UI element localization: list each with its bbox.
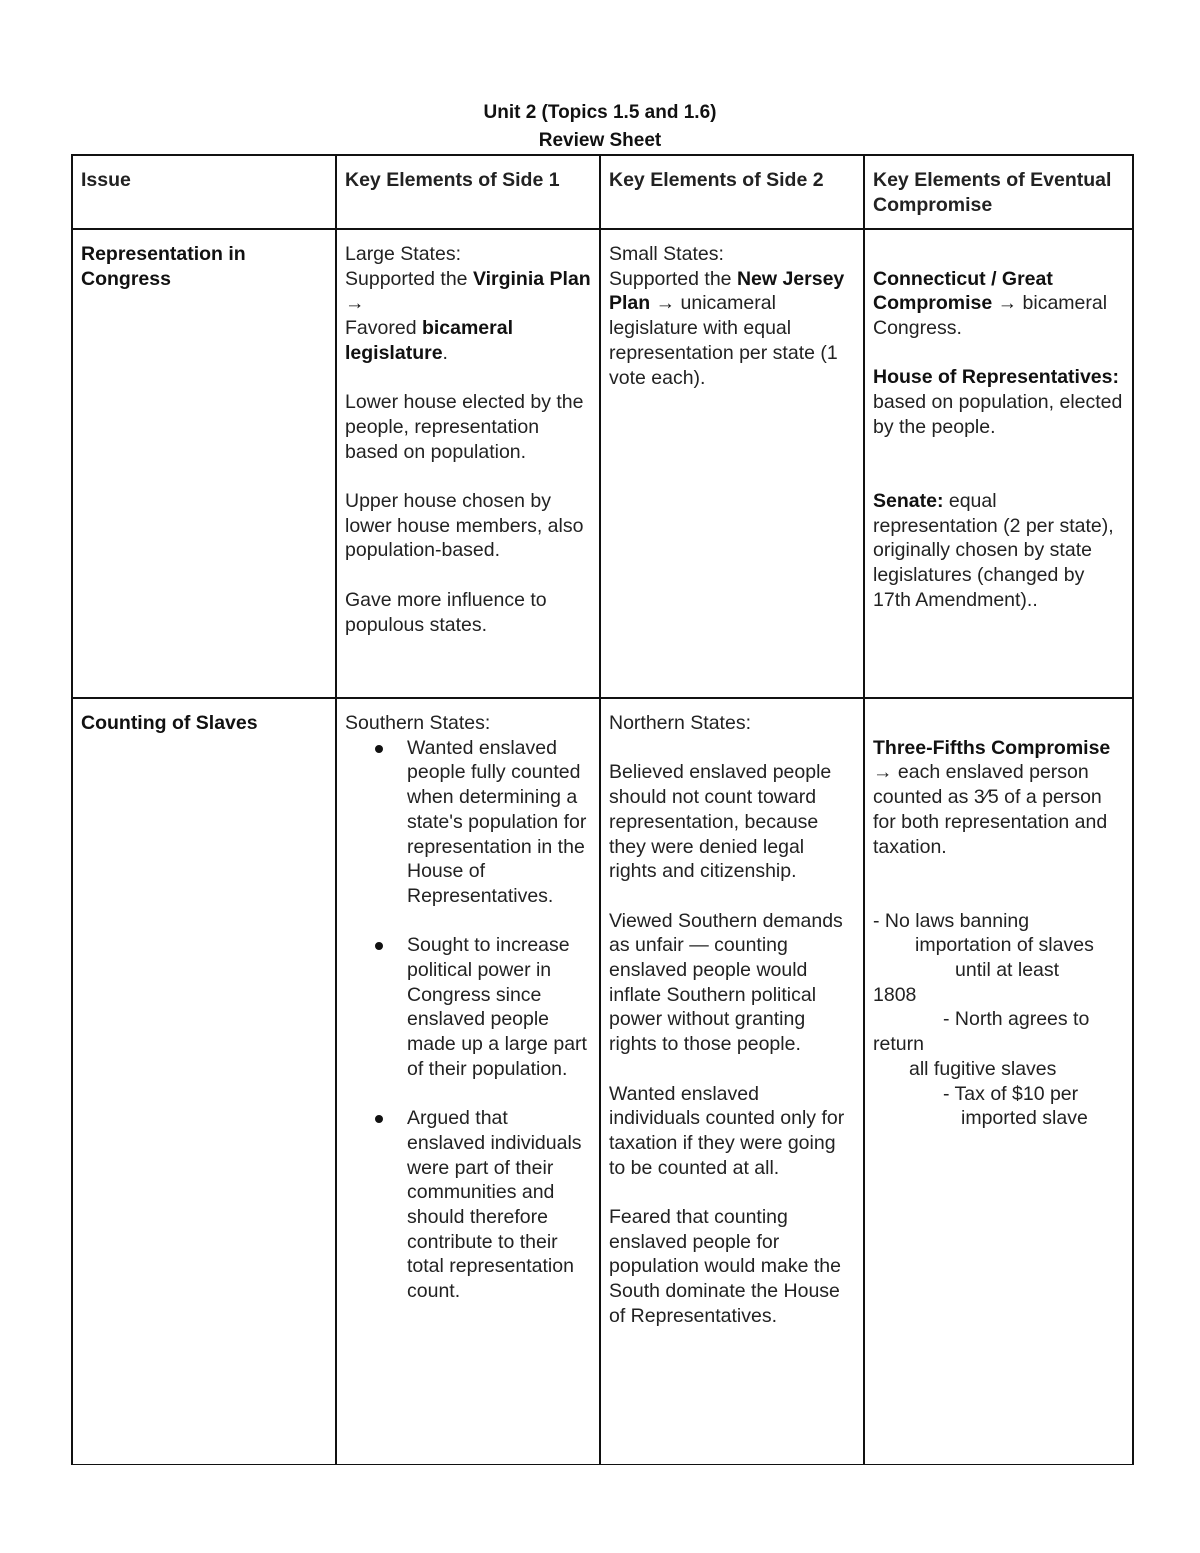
side2-paragraph: Viewed Southern demands as unfair — counting enslaved people would inflate Southern political power without granting rights to those people. [609,909,843,1056]
side2-plan-line [609,267,855,391]
compromise-name-rest: bicameral Congress. [873,292,1108,340]
side1-bullet-list [345,736,591,1304]
compromise-note: imported slave [961,1107,1088,1130]
side1-paragraph: Gave more influence to populous states. [345,588,547,636]
document-title: Unit 2 (Topics 1.5 and 1.6) [483,102,717,123]
side1-plan-name: Virginia Plan → [345,267,591,315]
side1-favored-suffix: . [442,341,448,364]
issue-label: Counting of Slaves [81,712,258,734]
side2-cell [600,229,864,698]
compromise-note: until at least [955,958,1060,981]
compromise-name-line [873,267,1124,341]
side2-cell [600,698,864,1464]
side2-paragraph: Believed enslaved people should not count toward representation, because they were denied legal rights and citizenship. [609,761,832,883]
side1-heading: Southern States: [345,712,491,734]
list-item: Wanted enslaved people fully counted when determining a state's population for representation in the House of Representatives. [407,736,591,909]
issue-cell [72,698,336,1464]
issue-cell [72,229,336,698]
side2-plan-name: New Jersey Plan → [609,267,845,315]
compromise-name: Connecticut / Great Compromise → [873,267,1053,315]
side2-paragraph: Wanted enslaved individuals counted only for taxation if they were going to be counted at all. [609,1082,845,1179]
side2-paragraph: Feared that counting enslaved people for population would make the South dominate the House of Representatives. [609,1206,841,1327]
compromise-senate [873,489,1124,613]
compromise-note: - Tax of $10 per [943,1082,1079,1105]
header-compromise: Key Elements of Eventual Compromise [864,155,1133,229]
compromise-name-rest: → each enslaved person counted as 3⁄5 of a person for both representation and taxation. [873,761,1108,858]
compromise-note: - North agrees to [943,1008,1090,1031]
compromise-cell [864,229,1133,698]
house-label: House of Representatives: [873,366,1119,389]
header-issue: Issue [72,155,336,229]
side1-cell [336,229,600,698]
table-row [72,698,1133,1464]
compromise-note: 1808 [873,983,917,1006]
compromise-note: return [873,1033,924,1056]
list-item: Argued that enslaved individuals were part of their communities and should therefore contribute to their total representation count. [407,1106,591,1304]
side2-heading: Northern States: [609,712,751,734]
side1-favored-bold: bicameral legislature [345,317,514,364]
compromise-note: all fugitive slaves [909,1057,1057,1080]
side1-heading: Large States: [345,243,461,265]
header-side1: Key Elements of Side 1 [336,155,600,229]
table-row [72,229,1133,698]
compromise-name: Three-Fifths Compromise [873,736,1111,759]
side1-plan-prefix: Supported the [345,267,473,290]
side1-plan-line [345,267,591,316]
review-table [71,154,1134,1465]
side1-cell [336,698,600,1464]
side1-favored-prefix: Favored [345,317,422,340]
compromise-cell [864,698,1133,1464]
compromise-name-line [873,736,1124,860]
compromise-note: - No laws banning [873,909,1030,932]
list-item: Sought to increase political power in Congress since enslaved people made up a large part of their population. [407,933,591,1081]
side1-paragraph: Upper house chosen by lower house members, also population-based. [345,490,584,562]
side1-favored-line [345,316,591,365]
senate-label: Senate: [873,489,944,512]
house-text: based on population, elected by the people. [873,391,1123,438]
side2-heading: Small States: [609,243,724,265]
issue-label: Representation in Congress [81,243,246,290]
side2-plan-rest: unicameral legislature with equal representation per state (1 vote each). [609,292,838,389]
header-row [72,155,1133,229]
senate-text: equal representation (2 per state), originally chosen by state legislatures (changed by 17th Amendment).. [873,489,1114,611]
header-side2: Key Elements of Side 2 [600,155,864,229]
document-subtitle: Review Sheet [538,130,662,151]
side1-paragraph: Lower house elected by the people, representation based on population. [345,391,584,463]
compromise-house [873,365,1124,439]
side2-plan-prefix: Supported the [609,267,737,290]
compromise-note: importation of slaves [915,934,1094,957]
